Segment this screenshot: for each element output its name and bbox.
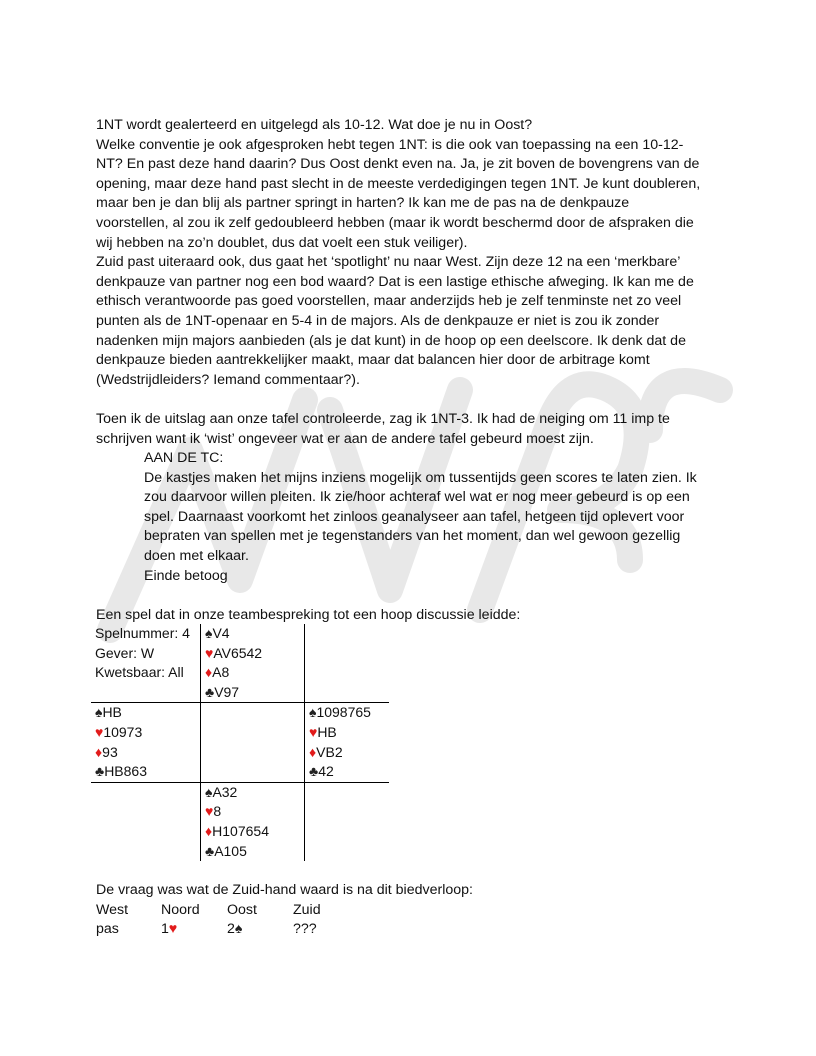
table-center: [201, 703, 305, 782]
paragraph-spotlight: Zuid past uiteraard ook, dus gaat het ‘spotlight’ nu naar West. Zijn deze 12 na een ‘merkbare’ denkpauze van partner nog een bod waard? Dat is een lastige ethische afweging. Ik kan me de ethisch verantwoorde pas goed voorstellen, maar anderzijds heb je zelf tenminste net zo veel punten als de 1NT-openaar en 5-4 in de majors. Als de denkpauze er niet is zou ik zonder nadenken mijn majors aanbieden (als je dat kunt) in de hoop op een deelscore. Ik denk dat de denkpauze bieden aantrekkelijker maakt, maar dat balancen hier door de arbitrage komt (Wedstrijdleiders? Iemand commentaar?).: [96, 254, 694, 388]
paragraph-convention: Welke conventie je ook afgesproken hebt tegen 1NT: is die ook van toepassing na een 10-12- NT? En past deze hand daarin? Dus Oost denkt even na. Ja, je zit boven de bovengrens van de opening, maar deze hand past slecht in de meeste verdedigingen tegen 1NT. Je kunt doubleren, maar ben je dan blij als partner springt in harten? Ik kan me de pas na de denkpauze voorstellen, al zou ik zelf gedoubleerd hebben (maar ik wordt beschermd door de afspraken die wij hebben na zo’n doublet, dus dat voelt een stuk veiliger).: [96, 136, 701, 251]
auction-header-row: West Noord Oost Zuid: [96, 901, 321, 918]
heart-icon: ♥: [309, 723, 318, 740]
diamond-icon: ♦: [205, 664, 213, 681]
bridge-deal-diagram: [91, 624, 389, 861]
tc-end: Einde betoog: [144, 567, 228, 584]
spacer: [96, 390, 726, 410]
spade-icon: ♠: [309, 704, 317, 721]
diamond-icon: ♦: [309, 743, 317, 760]
club-icon: ♣: [205, 842, 215, 859]
auction-bid-row: pas 1♥ 2♠ ???: [96, 920, 473, 940]
diamond-icon: ♦: [205, 822, 213, 839]
club-icon: ♣: [205, 683, 215, 700]
heart-icon: ♥: [168, 921, 178, 938]
heart-icon: ♥: [205, 803, 214, 820]
hand-south: ♠A32 ♥8 ♦H107654 ♣A105: [201, 782, 305, 861]
document-body: [96, 116, 726, 625]
spade-icon: ♠: [95, 704, 103, 721]
auction-section: [96, 881, 473, 940]
heart-icon: ♥: [95, 723, 104, 740]
deal-info: Spelnummer: 4 Gever: W Kwetsbaar: All: [95, 625, 190, 681]
tc-heading: AAN DE TC:: [144, 450, 224, 467]
hand-west: ♠HB ♥10973 ♦93 ♣HB863: [91, 703, 201, 782]
club-icon: ♣: [309, 763, 319, 780]
paragraph-result: Toen ik de uitslag aan onze tafel controleerde, zag ik 1NT-3. Ik had de neiging om 11 imp te schrijven want ik ‘wist’ ongeveer wat er aan de andere tafel gebeurd moest zijn.: [96, 410, 670, 447]
spade-icon: ♠: [205, 625, 213, 641]
note-to-tc: AAN DE TC: De kastjes maken het mijns inziens mogelijk om tussentijds geen scores te laten zien. Ik zou daarvoor willen pleiten. Ik zie/hoor achteraf wel wat er nog meer gebeurd is op een spel. Daarnaast voorkomt het zinloos geanalyseer aan tafel, hetgeen tijd oplevert voor bepraten van spellen met je tegenstanders van het moment, dan wel gewoon gezellig doen met elkaar. Einde betoog: [96, 449, 726, 586]
deal-intro: Een spel dat in onze teambespreking tot een hoop discussie leidde:: [96, 606, 521, 623]
heart-icon: ♥: [205, 644, 214, 661]
paragraph-intro: 1NT wordt gealerteerd en uitgelegd als 10-12. Wat doe je nu in Oost?: [96, 117, 533, 133]
spacer: [96, 586, 726, 606]
spade-icon: ♠: [205, 783, 213, 800]
club-icon: ♣: [95, 763, 105, 780]
diamond-icon: ♦: [95, 743, 103, 760]
auction-question: De vraag was wat de Zuid-hand waard is na dit biedverloop:: [96, 882, 473, 898]
spade-icon: ♠: [234, 921, 243, 938]
hand-east: ♠1098765 ♥HB ♦VB2 ♣42: [305, 703, 390, 782]
hand-north: ♠V4 ♥AV6542 ♦A8 ♣V97: [201, 624, 305, 703]
